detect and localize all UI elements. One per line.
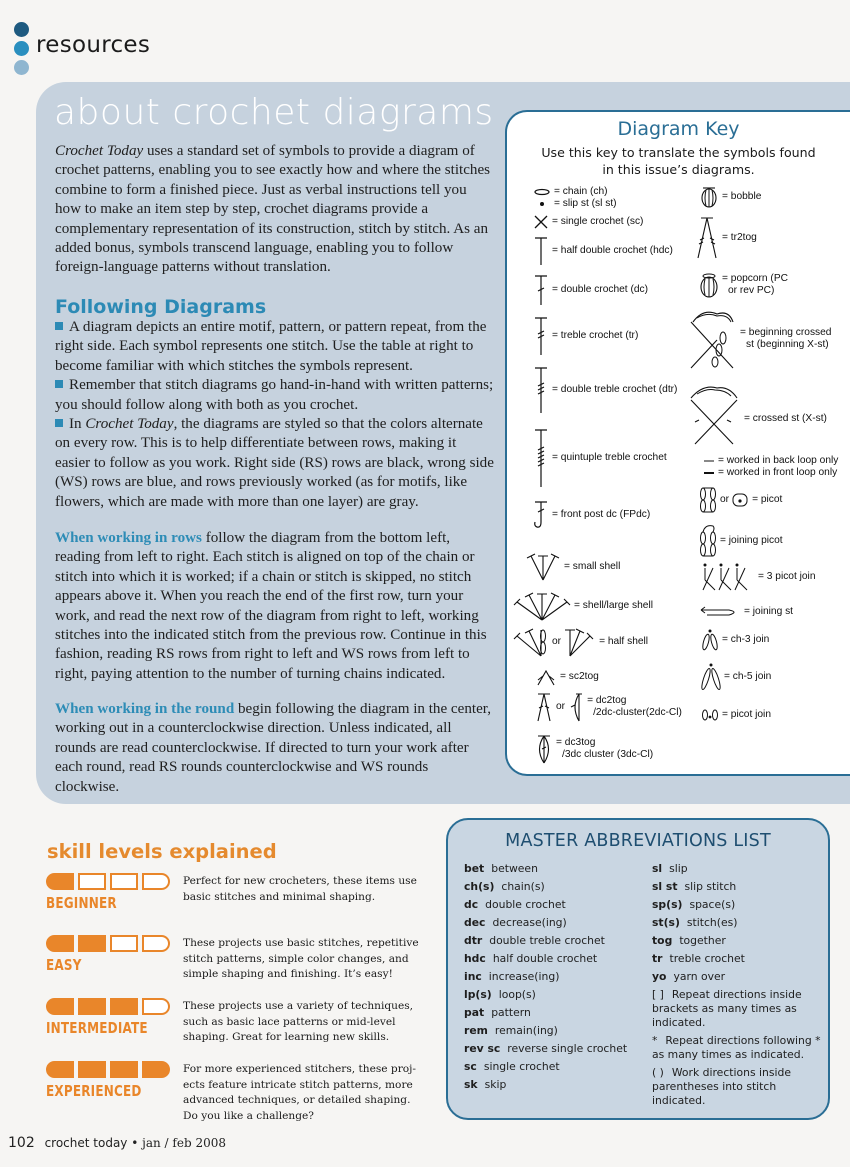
key-label: = double treble crochet (dtr) xyxy=(552,384,678,395)
popcorn-icon xyxy=(699,272,719,298)
dot-icon xyxy=(14,60,29,75)
key-label: = crossed st (X-st) xyxy=(744,413,827,424)
picot-alt-icon xyxy=(731,492,749,508)
abbreviation-meaning: pattern xyxy=(491,1006,531,1019)
ch3-join-icon xyxy=(701,628,719,652)
key-item-front-loop xyxy=(703,467,837,479)
abbreviation-term: sl st xyxy=(652,880,678,893)
abbreviation-row xyxy=(652,970,830,984)
skill-meter-filled-segment xyxy=(46,1061,74,1078)
bobble-icon xyxy=(699,186,719,208)
section-dots xyxy=(14,22,29,79)
picot-join-icon xyxy=(701,708,719,722)
abbreviation-row xyxy=(464,1042,644,1056)
key-label: = treble crochet (tr) xyxy=(552,330,639,341)
round-text: begin following the diagram in the center, working out in a counterclockwise direction. Unless indicated, all rounds are read counterclockwise. If directed to turn your work after each round, read RS rounds counterclockwise and WS rounds clockwise. xyxy=(55,701,491,795)
abbreviation-term: rev sc xyxy=(464,1042,501,1055)
crossed-stitch-icon xyxy=(687,382,741,446)
abbreviation-row xyxy=(464,898,644,912)
abbreviation-meaning: double crochet xyxy=(485,898,566,911)
skill-meter-filled-segment xyxy=(142,1061,170,1078)
key-item-ch3-join xyxy=(701,628,769,652)
rows-lead: When working in rows xyxy=(55,530,202,546)
key-item-dc3tog xyxy=(535,734,653,764)
key-label: = ch-3 join xyxy=(722,634,770,645)
abbreviation-row xyxy=(464,988,644,1002)
abbreviations-left-column xyxy=(464,862,644,1096)
key-label: = small shell xyxy=(564,561,621,572)
quintuple-treble-crochet-icon xyxy=(533,428,549,488)
skill-meter-filled-segment xyxy=(110,1061,138,1078)
key-label: = half shell xyxy=(599,636,649,647)
intro-paragraph xyxy=(55,142,495,278)
note-text: Repeat directions inside brackets as many times as indicated. xyxy=(652,988,802,1029)
abbreviation-meaning: loop(s) xyxy=(498,988,536,1001)
abbreviation-meaning: slip stitch xyxy=(684,880,737,893)
skill-meter-empty-segment xyxy=(142,998,170,1015)
abbreviation-row xyxy=(652,934,830,948)
key-label: = quintuple treble crochet xyxy=(552,452,667,463)
key-label: = worked in front loop only xyxy=(718,467,838,478)
beginning-crossed-stitch-icon xyxy=(687,308,737,370)
key-label: = dc2tog xyxy=(587,695,627,706)
sc2tog-icon xyxy=(535,668,557,686)
or-label: or xyxy=(552,636,562,647)
key-item-dc xyxy=(533,274,648,306)
abbreviation-meaning: single crochet xyxy=(483,1060,560,1073)
page-footer xyxy=(8,1135,226,1151)
abbreviation-row xyxy=(464,1006,644,1020)
key-item-large-shell xyxy=(513,590,653,622)
note-symbol: ( ) xyxy=(652,1066,664,1079)
abbreviation-term: hdc xyxy=(464,952,486,965)
footer-magazine: crochet today xyxy=(44,1136,128,1150)
list-item-text: In xyxy=(69,416,86,433)
diagram-key-title: Diagram Key xyxy=(617,118,740,140)
key-label: = popcorn (PC xyxy=(722,273,788,284)
note-symbol: [ ] xyxy=(652,988,664,1001)
skill-meter-filled-segment xyxy=(46,873,74,890)
front-loop-icon xyxy=(703,470,715,476)
abbreviation-meaning: half double crochet xyxy=(492,952,598,965)
abbreviation-term: dec xyxy=(464,916,486,929)
diagram-key-subtitle xyxy=(507,144,850,178)
skill-meter-empty-segment xyxy=(78,873,106,890)
double-treble-crochet-icon xyxy=(533,366,549,414)
key-item-sc2tog xyxy=(535,668,599,686)
skill-meter-filled-segment xyxy=(46,998,74,1015)
key-item-bobble xyxy=(699,186,761,208)
skill-level-description: Perfect for new crocheters, these items use basic stitches and minimal shaping. xyxy=(183,875,417,903)
skill-meter-empty-segment xyxy=(142,873,170,890)
half-double-crochet-icon xyxy=(533,236,549,266)
key-item-back-loop xyxy=(703,455,838,467)
abbreviation-term: yo xyxy=(652,970,667,983)
rows-text: follow the diagram from the bottom left, reading from left to right. Each stitch is aligned on top of the chain or stitch into which it is worked; if a chain or stitch is skipped, no stitch appears above it. When you reach the end of the first row, turn your work, and read the next row of the diagram from right to left, working stitches into the indicated stitch from the previous row. Continue in this fashion, reading RS rows from right to left and WS rows from left to right, paying attention to the number of turning chains indicated. xyxy=(55,530,487,682)
list-item-text: Remember that stitch diagrams go hand-in-hand with written patterns; you should follow along with both as you crochet. xyxy=(55,377,494,413)
skill-meter-empty-segment xyxy=(142,935,170,952)
key-label: = beginning crossed xyxy=(740,327,832,338)
skill-meter-filled-segment xyxy=(78,935,106,952)
skill-meter xyxy=(46,873,170,890)
key-item-quintuple-treble xyxy=(533,428,667,488)
chain-icon xyxy=(533,188,551,196)
key-label: = dc3tog xyxy=(556,737,596,748)
or-label: or xyxy=(556,701,566,712)
abbreviations-title: MASTER ABBREVIATIONS LIST xyxy=(505,831,771,851)
double-crochet-icon xyxy=(533,274,549,306)
skill-meter xyxy=(46,1061,170,1078)
skill-meter-filled-segment xyxy=(78,998,106,1015)
key-item-dc2tog xyxy=(535,692,682,722)
abbreviation-term: sp(s) xyxy=(652,898,683,911)
back-loop-icon xyxy=(703,458,715,464)
abbreviation-meaning: space(s) xyxy=(689,898,736,911)
key-item-3-picot-join xyxy=(699,562,815,592)
key-label: /2dc-cluster(2dc-Cl) xyxy=(593,707,682,718)
dc2tog-alt-icon xyxy=(568,692,584,722)
key-label: = joining picot xyxy=(720,535,783,546)
tr2tog-icon xyxy=(695,216,719,260)
abbreviation-row xyxy=(464,970,644,984)
following-diagrams-list xyxy=(55,318,495,512)
skill-meter xyxy=(46,935,170,952)
key-item-single-crochet xyxy=(533,214,643,230)
key-label: = sc2tog xyxy=(560,671,599,682)
key-label: = front post dc (FPdc) xyxy=(552,509,651,520)
abbreviation-row xyxy=(464,916,644,930)
abbreviations-panel xyxy=(446,818,830,1120)
skill-meter-empty-segment xyxy=(110,935,138,952)
list-item-text: , the diagrams are styled so that the colors alternate on every row. This is to help differentiate between rows, making it easier to follow as you work. Right side (RS) rows are black, wrong side (WS) rows are blue, and rows previously worked (as for motifs, like flowers, which are made with more than one layer) are gray. xyxy=(55,416,494,510)
skill-level-name: EASY xyxy=(46,956,82,974)
abbreviation-meaning: chain(s) xyxy=(501,880,545,893)
abbreviation-row xyxy=(464,952,644,966)
abbreviation-term: lp(s) xyxy=(464,988,492,1001)
skill-meter-filled-segment xyxy=(78,1061,106,1078)
following-diagrams-heading: Following Diagrams xyxy=(55,296,267,318)
front-post-dc-icon xyxy=(533,500,549,530)
abbreviation-row xyxy=(464,880,644,894)
abbreviation-term: tog xyxy=(652,934,673,947)
bullet-square-icon xyxy=(55,322,63,330)
abbreviation-note xyxy=(652,988,830,1030)
abbreviation-row xyxy=(464,1078,644,1092)
list-item-text: A diagram depicts an entire motif, pattern, or pattern repeat, from the right side. Each symbol represents one stitch. Use the table at right to become familiar with which stitches the symbols represent. xyxy=(55,319,487,374)
abbreviation-term: rem xyxy=(464,1024,488,1037)
key-label: = picot xyxy=(752,494,783,505)
abbreviation-meaning: yarn over xyxy=(673,970,726,983)
large-shell-icon xyxy=(513,590,571,622)
skill-meter-filled-segment xyxy=(110,998,138,1015)
abbreviation-term: ch(s) xyxy=(464,880,495,893)
list-item xyxy=(55,415,495,512)
key-label: or rev PC) xyxy=(728,285,775,296)
list-item xyxy=(55,318,495,376)
abbreviation-meaning: decrease(ing) xyxy=(492,916,567,929)
abbreviation-row xyxy=(464,1060,644,1074)
key-item-half-shell xyxy=(513,626,648,658)
slip-stitch-icon xyxy=(533,200,551,208)
three-picot-join-icon xyxy=(699,562,755,592)
abbreviation-meaning: double treble crochet xyxy=(489,934,605,947)
abbreviation-meaning: between xyxy=(491,862,538,875)
round-paragraph xyxy=(55,700,495,797)
magazine-name: Crochet Today xyxy=(55,143,144,159)
abbreviation-meaning: skip xyxy=(484,1078,507,1091)
abbreviation-term: sk xyxy=(464,1078,478,1091)
key-label: = bobble xyxy=(722,191,762,202)
note-text: Work directions inside parentheses into stitch indicated. xyxy=(652,1066,791,1107)
abbreviation-term: inc xyxy=(464,970,482,983)
joining-picot-icon xyxy=(699,524,717,558)
skill-meter-empty-segment xyxy=(110,873,138,890)
key-item-hdc xyxy=(533,236,673,266)
skill-level-beginner xyxy=(46,873,170,912)
dc3tog-icon xyxy=(535,734,553,764)
single-crochet-icon xyxy=(533,214,549,230)
subtitle-line: in this issue’s diagrams. xyxy=(602,162,755,177)
abbreviation-meaning: together xyxy=(679,934,726,947)
abbreviation-meaning: slip xyxy=(669,862,688,875)
key-label: = worked in back loop only xyxy=(718,455,839,466)
abbreviation-meaning: reverse single crochet xyxy=(507,1042,628,1055)
key-item-dtr xyxy=(533,366,677,414)
abbreviation-row xyxy=(652,880,830,894)
key-item-treble xyxy=(533,316,638,356)
skill-level-name: INTERMEDIATE xyxy=(46,1019,148,1037)
skill-level-description: These projects use a variety of techniques, such as basic lace patterns or mid-level shaping. Great for learning new skills. xyxy=(183,1000,414,1044)
skill-level-easy xyxy=(46,935,170,974)
abbreviation-meaning: increase(ing) xyxy=(488,970,560,983)
picot-icon xyxy=(699,486,717,514)
key-label: /3dc cluster (3dc-Cl) xyxy=(562,749,654,760)
key-label: = 3 picot join xyxy=(758,571,816,582)
key-label-group xyxy=(740,327,831,351)
key-label: st (beginning X-st) xyxy=(746,339,829,350)
dot-icon xyxy=(14,22,29,37)
key-label: = slip st (sl st) xyxy=(554,198,617,209)
key-label: = joining st xyxy=(744,606,793,617)
list-item xyxy=(55,376,495,415)
abbreviation-row xyxy=(464,862,644,876)
key-label: = tr2tog xyxy=(722,232,757,243)
key-item-popcorn xyxy=(699,272,788,298)
subtitle-line: Use this key to translate the symbols found xyxy=(541,145,816,160)
note-text: Repeat directions following * as many times as indicated. xyxy=(652,1034,821,1061)
skill-meter-filled-segment xyxy=(46,935,74,952)
key-label-group xyxy=(587,695,682,719)
abbreviation-term: dc xyxy=(464,898,479,911)
abbreviation-term: st(s) xyxy=(652,916,680,929)
skill-level-experienced xyxy=(46,1061,170,1100)
skill-meter xyxy=(46,998,170,1015)
key-item-fpdc xyxy=(533,500,650,530)
skill-level-intermediate xyxy=(46,998,170,1037)
abbreviations-right-column xyxy=(652,862,830,1112)
joining-stitch-icon xyxy=(699,606,741,618)
abbreviation-note xyxy=(652,1066,830,1108)
key-label: = ch-5 join xyxy=(724,671,772,682)
key-label: = half double crochet (hdc) xyxy=(552,245,673,256)
abbreviation-row xyxy=(464,934,644,948)
abbreviation-row xyxy=(652,952,830,966)
half-shell-alt-icon xyxy=(564,626,596,658)
page-number: 102 xyxy=(8,1135,35,1151)
note-symbol: * xyxy=(652,1034,658,1047)
bullet-square-icon xyxy=(55,380,63,388)
intro-text: uses a standard set of symbols to provide a diagram of crochet patterns, enabling you to see exactly how and where the stitches combine to form a finished piece. Just as verbal instructions tell you how to make an item step by step, crochet diagrams provide a complementary representation of its construction, stitch by stitch. As an added bonus, symbols transcend language, enabling you to follow foreign-language patterns without translation. xyxy=(55,143,491,276)
key-label-group xyxy=(722,273,788,297)
skill-level-description: These projects use basic stitches, repetitive stitch patterns, simple color changes, and simple shaping and finishing. It’s easy! xyxy=(183,937,419,981)
key-item-picot xyxy=(699,486,782,514)
small-shell-icon xyxy=(525,552,561,582)
abbreviation-term: tr xyxy=(652,952,663,965)
abbreviation-note xyxy=(652,1034,830,1062)
key-label: = single crochet (sc) xyxy=(552,216,644,227)
abbreviation-term: bet xyxy=(464,862,485,875)
abbreviation-meaning: treble crochet xyxy=(669,952,745,965)
key-item-small-shell xyxy=(525,552,620,582)
dc2tog-icon xyxy=(535,692,553,722)
skill-level-name: EXPERIENCED xyxy=(46,1082,142,1100)
dot-icon xyxy=(14,41,29,56)
diagram-key-panel xyxy=(505,110,850,776)
key-label: = chain (ch) xyxy=(554,186,608,197)
abbreviation-term: sc xyxy=(464,1060,477,1073)
round-lead: When working in the round xyxy=(55,701,235,717)
section-label: resources xyxy=(36,32,151,58)
abbreviation-term: dtr xyxy=(464,934,483,947)
skill-level-name: BEGINNER xyxy=(46,894,117,912)
key-item-joining-st xyxy=(699,606,793,618)
key-label-group xyxy=(556,737,653,761)
key-label: = shell/large shell xyxy=(574,600,653,611)
abbreviation-row xyxy=(652,862,830,876)
abbreviation-meaning: stitch(es) xyxy=(686,916,738,929)
key-item-beginning-crossed-st xyxy=(687,308,831,370)
half-shell-icon xyxy=(513,626,549,658)
key-item-slip-stitch xyxy=(533,198,617,210)
or-label: or xyxy=(720,494,730,505)
ch5-join-icon xyxy=(701,662,721,692)
key-label: = double crochet (dc) xyxy=(552,284,648,295)
key-item-crossed-st xyxy=(687,382,827,446)
key-item-picot-join xyxy=(701,708,771,722)
skill-level-description: For more experienced stitchers, these proj-ects feature intricate stitch patterns, more advanced techniques, or detailed shaping. Do you like a challenge? xyxy=(183,1063,417,1122)
key-item-chain xyxy=(533,186,608,198)
footer-issue: jan / feb 2008 xyxy=(142,1136,226,1150)
key-item-ch5-join xyxy=(701,662,771,692)
abbreviation-term: pat xyxy=(464,1006,485,1019)
page-title: about crochet diagrams xyxy=(54,92,494,133)
key-item-joining-picot xyxy=(699,524,783,558)
abbreviation-term: sl xyxy=(652,862,663,875)
magazine-name: Crochet Today xyxy=(85,416,174,433)
abbreviation-meaning: remain(ing) xyxy=(494,1024,558,1037)
treble-crochet-icon xyxy=(533,316,549,356)
abbreviation-row xyxy=(652,898,830,912)
skill-levels-title: skill levels explained xyxy=(47,840,277,863)
abbreviation-row xyxy=(464,1024,644,1038)
abbreviation-row xyxy=(652,916,830,930)
rows-paragraph xyxy=(55,529,495,684)
key-item-tr2tog xyxy=(695,216,757,260)
footer-separator: • xyxy=(131,1136,139,1150)
bullet-square-icon xyxy=(55,419,63,427)
key-label: = picot join xyxy=(722,709,771,720)
